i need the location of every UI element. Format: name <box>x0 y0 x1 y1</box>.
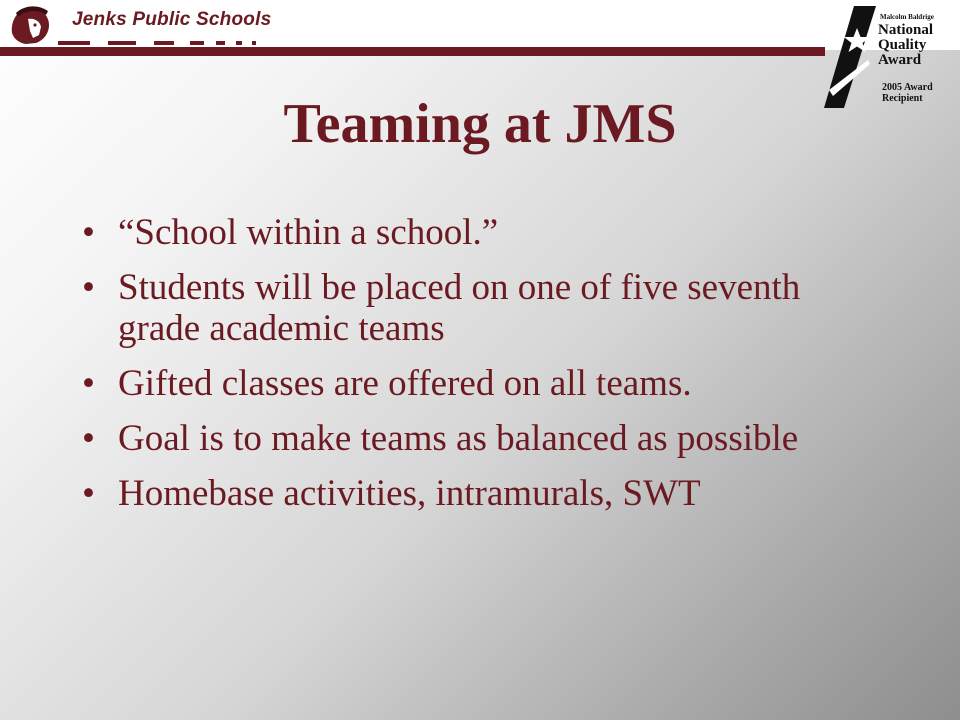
trojan-helmet-icon <box>6 3 54 47</box>
bullet-item <box>82 363 842 404</box>
award-line-1: Malcolm Baldrige <box>880 13 934 21</box>
bullet-text: Goal is to make teams as balanced as possible <box>118 418 799 459</box>
award-line-2: National <box>878 22 934 38</box>
bullet-marker: • <box>82 363 95 404</box>
speed-lines-icon <box>58 39 268 47</box>
award-recipient-line-2: Recipient <box>882 93 923 104</box>
slide-title: Teaming at JMS <box>283 93 677 155</box>
bullet-marker: • <box>82 418 95 459</box>
award-text <box>878 14 934 68</box>
school-name: Jenks Public Schools <box>72 9 272 30</box>
award-line-3: Quality <box>878 37 927 53</box>
header-rule <box>0 47 825 56</box>
bullet-item <box>82 418 842 459</box>
award-recipient-line-1: 2005 Award <box>882 82 933 93</box>
school-logo <box>6 3 272 47</box>
bullet-text: Students will be placed on one of five seventh grade academic teams <box>118 267 801 349</box>
bullet-text: Gifted classes are offered on all teams. <box>118 363 692 404</box>
bullet-item <box>82 473 842 514</box>
award-line-4: Award <box>878 52 922 68</box>
bullet-marker: • <box>82 473 95 514</box>
bullet-text: Homebase activities, intramurals, SWT <box>118 473 701 514</box>
bullet-list <box>82 212 842 528</box>
bullet-marker: • <box>82 267 95 308</box>
bullet-item <box>82 212 842 253</box>
bullet-marker: • <box>82 212 95 253</box>
bullet-text: “School within a school.” <box>118 212 499 253</box>
bullet-item <box>82 267 842 349</box>
